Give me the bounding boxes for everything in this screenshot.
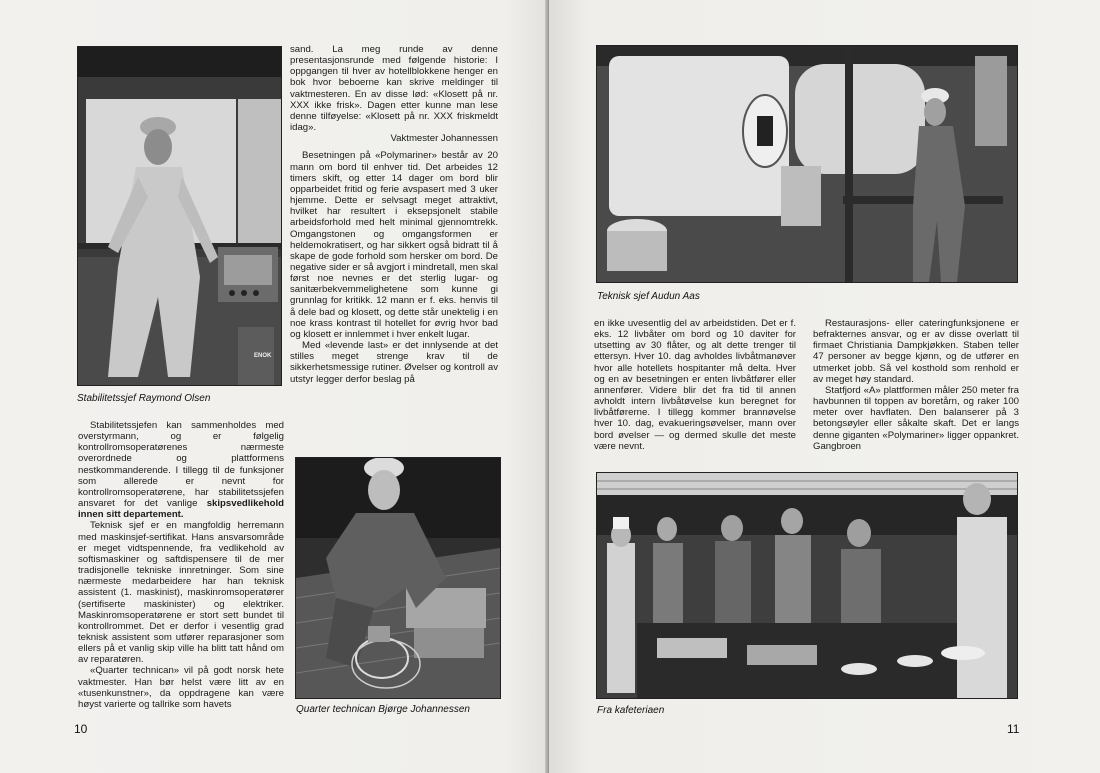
paragraph-quarter-technician: «Quarter technican» vil på godt norsk hete vaktmester. Han bør helst være litt av en «tusenkunstner», da oppdragene kan være høyst varierte og tallrike som havets xyxy=(78,665,284,710)
left-column-1 xyxy=(78,420,284,710)
page-number-right: 11 xyxy=(1007,722,1020,736)
right-column-1 xyxy=(594,318,796,452)
photo-stability-chief-image xyxy=(78,47,281,385)
caption-quarter-technician: Quarter technican Bjørge Johannessen xyxy=(296,704,470,715)
paragraph-story: sand. La meg runde av denne presentasjonsrunde med følgende historie: I oppgangen til hver av hotellblokkene henger en bok hvor beboerne kan skrive meldinger til vaktmesteren. En av disse lød: «Klosett på nr. XXX ikke frisk». Dagen etter kunne man lese denne tilføyelse: «Klosett på nr. XXX friskmeldt idag». xyxy=(290,44,498,134)
paragraph-technical-chief: Teknisk sjef er en mangfoldig herremann med maskinsjef-sertifikat. Hans ansvarsområde er meget vidtspennende, fra vedlikehold av softismaskiner og saftdispensere til de mer tradisjonelle tekniske innretninger. Som sine nærmeste medarbeidere har han teknisk assistent (1. maskinist), maskinromsoperatører (sertifiserte maskinister) og elektriker. Maskinromsoperatørene er stort sett bundet til kontrollrommet. Det er derfor i vesentlig grad teknisk assistent som utfører reparasjoner som ellers på et vanlig skip ville ha blitt tatt hånd om av reparatøren. xyxy=(78,520,284,666)
photo-cafeteria-image xyxy=(597,473,1017,698)
paragraph-statfjord: Statfjord «A» plattformen måler 250 meter fra havbunnen til toppen av boretårn, og raker 100 meter over havflaten. Den balanserer på 3 betongsøyler eller såkalte skaft. Det er langs denne giganten «Polymariner» ligger oppankret. Gangbroen xyxy=(813,384,1019,452)
photo-stability-chief xyxy=(77,46,282,386)
bold-phrase: skipsvedlikehold innen sitt departement. xyxy=(78,498,285,521)
photo-quarter-technician xyxy=(295,457,501,699)
caption-stability-chief: Stabilitetssjef Raymond Olsen xyxy=(77,393,211,404)
page-number-left: 10 xyxy=(74,722,88,736)
caption-technical-chief: Teknisk sjef Audun Aas xyxy=(597,291,700,302)
photo-quarter-technician-image xyxy=(296,458,500,698)
photo-cafeteria xyxy=(596,472,1018,699)
right-page xyxy=(549,0,1100,773)
paragraph-catering: Restaurasjons- eller cateringfunksjonene er befrakternes ansvar, og er av disse overlatt til firmaet Christiania Dampkjøkken. Staben teller 47 personer av begge kjønn, og de utfører en utmerket jobb. Så vel kosthold som renhold er av meget høy standard. xyxy=(813,318,1019,385)
paragraph-safety: Med «levende last» er det innlysende at det stilles meget strenge krav til de sikkerhetsmessige rutiner. Øvelser og kontroll av utstyr legger derfor beslag på xyxy=(290,340,498,385)
photo-technical-chief xyxy=(596,45,1018,283)
left-page xyxy=(0,0,549,773)
paragraph-lifeboats: en ikke uvesentlig del av arbeidstiden. Det er f. eks. 12 livbåter om bord og 10 daviter for utsetting av 30 flåter, og alt dette trenger til ettersyn. Hver 10. dag avholdes livbåtmanøver hvor alle hotellets hospitanter må delta. Hver og en av besetningen er enten livbåtfører eller annenfører. Videre blir det fra tid til annen avholdt intern livbåtøvelse kun beregnet for livbåtførerne. I tillegg kommer brannøvelse hver 10. dag, evakueringsøvelser, mann over bord øvelser — og dermed skulle det meste være nevnt. xyxy=(594,318,796,452)
paragraph-crew: Besetningen på «Polymariner» består av 20 mann om bord til enhver tid. Det arbeides 12 timers skift, og etter 14 dager om bord blir opparbeidet fritid og ferie avspasert med 3 uker hjemme. Dette er selvsagt meget attraktivt, hvilket har resultert i eksepsjonelt stabile arbeidsforhold med helt minimal gjennomtrekk. Omgangstonen og omgangsformen er heldemokratisert, og har sikkert også bidratt til å skape de gode forhold som hersker om bord. De negative sider er så avgjort i mindretall, men skal først noe nevnes er det sterlig lugar- og sanitærbekvemmelighetene som kunne gi grunnlag for kritikk. 12 mann er f. eks. henvis til å dele bad og klosett, og dette står unektelig i en noe krass kontrast til hotellet for øvrig hvor bad og klosett er innlemmet i hver enkelt lugar. xyxy=(290,150,498,340)
right-column-2 xyxy=(813,318,1019,452)
photo-technical-chief-image xyxy=(597,46,1017,282)
paragraph-stability-chief: Stabilitetssjefen kan sammenholdes med overstyrmann, og er følgelig kontrollromsoperatørenes nærmeste overordnede og plattformens nestkommanderende. I tillegg til de funksjoner som allerede er nevnt for kontrollromsoperatørene, har stabilitetssjefen ansvaret for det vanlige skipsvedlikehold innen sitt departement. xyxy=(78,420,285,521)
caption-cafeteria: Fra kafeteriaen xyxy=(597,705,665,716)
signature: Vaktmester Johannessen xyxy=(390,133,498,145)
left-column-2 xyxy=(290,44,498,385)
control-panel-label: ENOK xyxy=(254,353,272,359)
